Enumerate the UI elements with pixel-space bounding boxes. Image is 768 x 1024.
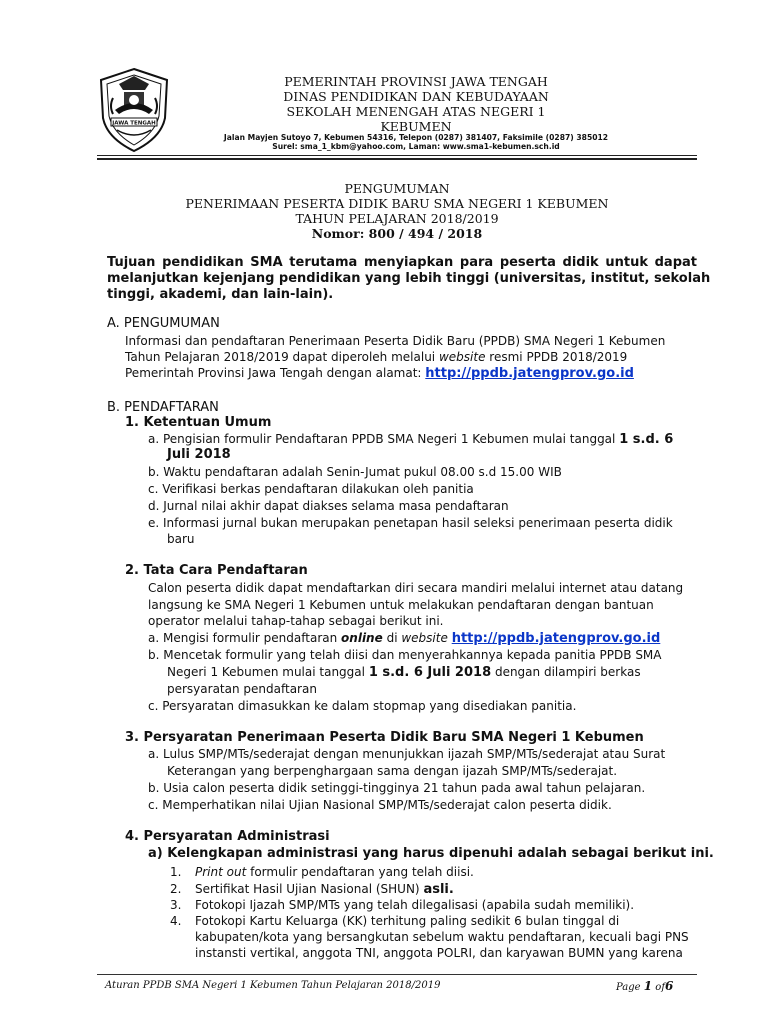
sub3-heading: 3. Persyaratan Penerimaan Peserta Didik Baru SMA Negeri 1 Kebumen bbox=[125, 730, 644, 745]
sub3-item-b: b. Usia calon peserta didik setinggi-tingginya 21 tahun pada awal tahun pelajaran. bbox=[148, 781, 646, 795]
footer-page-indicator: Page 1 of6 bbox=[616, 979, 674, 993]
section-b-heading: B. PENDAFTARAN bbox=[107, 400, 219, 415]
doc-title-2: PENERIMAAN PESERTA DIDIK BARU SMA NEGERI 1 KEBUMEN bbox=[185, 196, 609, 211]
sub3-item-a: a. Lulus SMP/MTs/sederajat dengan menunjukkan ijazah SMP/MTs/sederajat atau Surat bbox=[148, 747, 666, 761]
sub3-item-c: c. Memperhatikan nilai Ujian Nasional SMP/MTs/sederajat calon peserta didik. bbox=[148, 798, 612, 812]
sub3-item-a-cont: Keterangan yang berpenghargaan sama dengan ijazah SMP/MTs/sederajat. bbox=[167, 764, 618, 778]
sub1-heading: 1. Ketentuan Umum bbox=[125, 415, 272, 430]
sub4a-item-3: Fotokopi Ijazah SMP/MTs yang telah dilegalisasi (apabila sudah memiliki). bbox=[195, 898, 635, 912]
section-a-line-1: Informasi dan pendaftaran Penerimaan Peserta Didik Baru (PPDB) SMA Negeri 1 Kebumen bbox=[125, 334, 666, 348]
footer-doc-title: Aturan PPDB SMA Negeri 1 Kebumen Tahun Pelajaran 2018/2019 bbox=[105, 980, 441, 991]
sub4a-item-1-num: 1. bbox=[170, 865, 182, 879]
ppdb-link[interactable]: http://ppdb.jatengprov.go.id bbox=[425, 366, 634, 381]
letterhead-line-3: SEKOLAH MENENGAH ATAS NEGERI 1 bbox=[286, 104, 546, 119]
sub1-item-e-cont: baru bbox=[167, 532, 195, 546]
section-a-line-2: Tahun Pelajaran 2018/2019 dapat diperoleh melalui website resmi PPDB 2018/2019 bbox=[125, 350, 628, 364]
sub2-item-b-cont: Negeri 1 Kebumen mulai tanggal 1 s.d. 6 Juli 2018 dengan dilampiri berkas bbox=[167, 665, 641, 680]
sub4a-item-1: Print out formulir pendaftaran yang telah diisi. bbox=[195, 865, 474, 879]
section-a-line-3: Pemerintah Provinsi Jawa Tengah dengan alamat: http://ppdb.jatengprov.go.id bbox=[125, 366, 634, 381]
sub2-item-a: a. Mengisi formulir pendaftaran online di website http://ppdb.jatengprov.go.id bbox=[148, 631, 661, 646]
sub2-para-2: langsung ke SMA Negeri 1 Kebumen untuk melakukan pendaftaran dengan bantuan bbox=[148, 598, 654, 612]
letterhead-line-2: DINAS PENDIDIKAN DAN KEBUDAYAAN bbox=[283, 89, 549, 104]
doc-title-3: TAHUN PELAJARAN 2018/2019 bbox=[295, 211, 499, 226]
sub2-item-b: b. Mencetak formulir yang telah diisi dan menyerahkannya kepada panitia PPDB SMA bbox=[148, 648, 662, 662]
footer-divider bbox=[97, 974, 697, 975]
sub4a-item-2-num: 2. bbox=[170, 882, 182, 896]
sub2-para-1: Calon peserta didik dapat mendaftarkan diri secara mandiri melalui internet atau datang bbox=[148, 581, 684, 595]
sub2-item-b-cont-2: persyaratan pendaftaran bbox=[167, 682, 317, 696]
sub4a-item-3-num: 3. bbox=[170, 898, 182, 912]
sub1-item-b: b. Waktu pendaftaran adalah Senin-Jumat pukul 08.00 s.d 15.00 WIB bbox=[148, 465, 562, 479]
letterhead-contact: Surel: sma_1_kbm@yahoo.com, Laman: www.sma1-kebumen.sch.id bbox=[272, 142, 560, 151]
intro-line-3: tinggi, akademi, dan lain-lain). bbox=[107, 287, 334, 302]
sub4a-item-4: Fotokopi Kartu Keluarga (KK) terhitung paling sedikit 6 bulan tinggal di bbox=[195, 914, 620, 928]
ppdb-link-2[interactable]: http://ppdb.jatengprov.go.id bbox=[451, 631, 661, 646]
intro-line-1: Tujuan pendidikan SMA terutama menyiapkan para peserta didik untuk dapat bbox=[107, 255, 697, 270]
sub1-item-e: e. Informasi jurnal bukan merupakan penetapan hasil seleksi penerimaan peserta didik bbox=[148, 516, 673, 530]
letterhead-line-1: PEMERINTAH PROVINSI JAWA TENGAH bbox=[284, 74, 548, 89]
letterhead-divider-thick bbox=[97, 158, 697, 160]
sub4-heading: 4. Persyaratan Administrasi bbox=[125, 829, 330, 844]
provincial-emblem-logo bbox=[95, 66, 173, 154]
letterhead-divider bbox=[97, 155, 697, 156]
sub4a-heading: a) Kelengkapan administrasi yang harus dipenuhi adalah sebagai berikut ini. bbox=[148, 846, 714, 861]
sub4a-item-2: Sertifikat Hasil Ujian Nasional (SHUN) asli. bbox=[195, 882, 454, 897]
sub1-item-c: c. Verifikasi berkas pendaftaran dilakukan oleh panitia bbox=[148, 482, 474, 496]
sub1-item-a: a. Pengisian formulir Pendaftaran PPDB SMA Negeri 1 Kebumen mulai tanggal 1 s.d. 6 bbox=[148, 432, 674, 447]
sub2-item-c: c. Persyaratan dimasukkan ke dalam stopmap yang disediakan panitia. bbox=[148, 699, 577, 713]
letterhead-line-4: KEBUMEN bbox=[380, 119, 452, 134]
sub4a-item-4-cont-1: kabupaten/kota yang bersangkutan sebelum waktu pendaftaran, kecuali bagi PNS bbox=[195, 930, 689, 944]
intro-line-2: melanjutkan kejenjang pendidikan yang lebih tinggi (universitas, institut, sekolah bbox=[107, 271, 711, 286]
sub1-item-a-cont: Juli 2018 bbox=[167, 447, 231, 462]
sub4a-item-4-cont-2: instansti vertikal, anggota TNI, anggota POLRI, dan karyawan BUMN yang karena bbox=[195, 946, 683, 960]
sub2-para-3: operator melalui tahap-tahap sebagai berikut ini. bbox=[148, 614, 444, 628]
doc-title-1: PENGUMUMAN bbox=[344, 181, 450, 196]
sub4a-item-4-num: 4. bbox=[170, 914, 182, 928]
letterhead-address: Jalan Mayjen Sutoyo 7, Kebumen 54316, Telepon (0287) 381407, Faksimile (0287) 385012 bbox=[223, 133, 609, 142]
logo-text: JAWA TENGAH bbox=[112, 120, 156, 127]
sub1-item-d: d. Jurnal nilai akhir dapat diakses selama masa pendaftaran bbox=[148, 499, 509, 513]
doc-number: Nomor: 800 / 494 / 2018 bbox=[311, 226, 483, 241]
sub2-heading: 2. Tata Cara Pendaftaran bbox=[125, 563, 308, 578]
section-a-heading: A. PENGUMUMAN bbox=[107, 316, 220, 331]
